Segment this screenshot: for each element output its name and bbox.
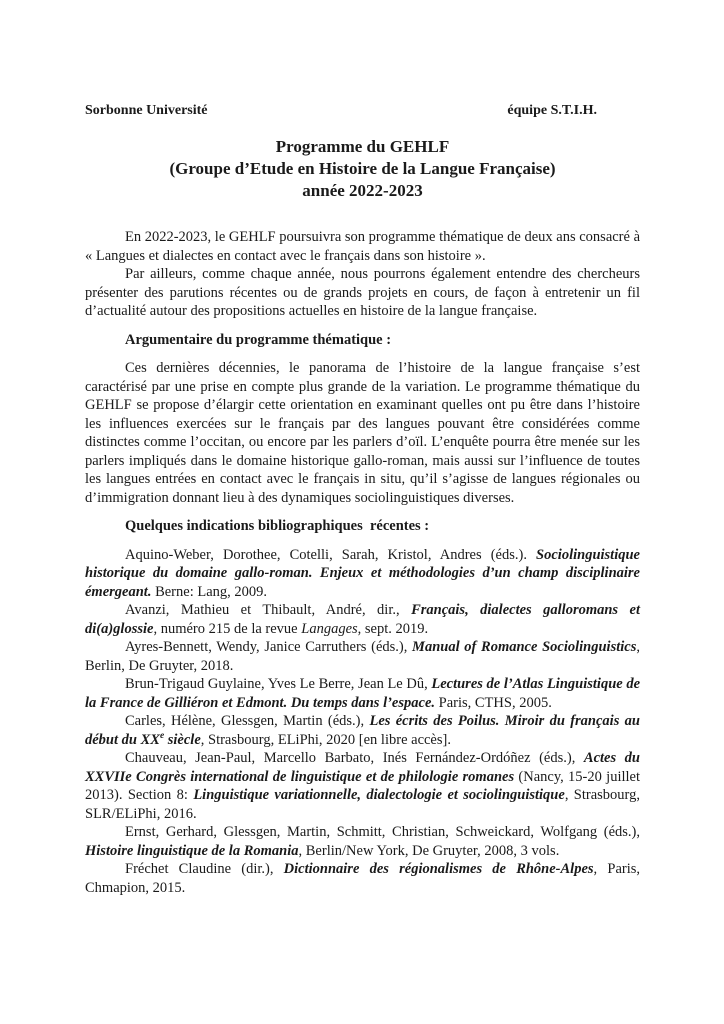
bib-title-segment: Sociolinguistique historique du domaine gallo-roman. Enjeux et méthodologies d’un champ disciplinaire émergeant. [85,546,640,600]
bib-title-segment: Lectures de l’Atlas Linguistique de la France de Gilliéron et Edmont. Du temps dans l’espace. [85,676,641,711]
bibliography-entry [85,712,640,749]
bib-text-segment: , Strasbourg, SLR/ELiPhi, 2016. [85,787,640,822]
bib-text-segment: , sept. 2019. [357,620,429,637]
bib-title-segment: Histoire linguistique de la Romania [85,842,299,859]
bib-text-segment: Fréchet Claudine (dir.), [125,861,284,877]
bib-text-segment: , Paris, Chmapion, 2015. [85,861,640,896]
bib-title-segment: Dictionnaire des régionalismes de Rhône-Alpes [283,861,594,877]
bib-text-segment: Aquino-Weber, Dorothee, Cotelli, Sarah, Kristol, Andres (éds.). [125,546,537,563]
title-line-3: année 2022-2023 [302,181,423,200]
bibliography-entry [85,546,640,602]
bibliography-entry [85,860,640,897]
bibliography-entry [85,638,640,675]
bib-superscript-segment: e [159,730,165,741]
bib-text-segment: , Berlin, De Gruyter, 2018. [85,639,640,674]
bib-title-segment: Manual of Romance Sociolinguistics [412,639,637,655]
bib-text-segment: (Nancy, 15-20 juillet 2013). Section 8: [85,768,640,803]
bib-text-segment: Ayres-Bennett, Wendy, Janice Carruthers (éds.), [125,639,413,655]
bib-title-segment: siècle [164,731,201,748]
title-line-1: Programme du GEHLF [275,137,450,156]
bib-text-segment: Ernst, Gerhard, Glessgen, Martin, Schmitt, Christian, Schweickard, Wolfgang (éds.), [125,824,640,840]
bib-text-segment: , numéro 215 de la revue [153,620,302,637]
bib-text-segment: Brun-Trigaud Guylaine, Yves Le Berre, Jean Le Dû, [125,676,432,692]
bibliography-entry [85,601,640,638]
bibliography-entry [85,823,640,860]
header-institution: Sorbonne Université [85,103,208,118]
document-header [85,102,640,120]
bib-title-segment: Actes du XXVIIe Congrès international de linguistique et de philologie romanes [85,750,640,785]
bib-text-segment: Berne: Lang, 2009. [151,583,268,600]
section-heading-argumentaire: Argumentaire du programme thématique : [125,331,392,348]
intro-paragraph-2: Par ailleurs, comme chaque année, nous pourrons également entendre des chercheurs présenter des parutions récentes ou de grands projets en cours, de façon à entretenir un fil d’actualité autour des propositions actuelles en histoire de la langue française. [85,266,640,319]
header-team: équipe S.T.I.H. [507,103,597,118]
bibliography-entry [85,675,640,712]
document-title [85,136,640,202]
bib-title-segment: Linguistique variationnelle, dialectologie et sociolinguistique [193,787,565,803]
section-heading-bibliography: Quelques indications bibliographiques récentes : [125,518,430,534]
bib-journal-segment: Langages [301,620,358,637]
bib-title-segment: Français, dialectes galloromans et di(a)glossie [85,602,640,637]
title-line-2: (Groupe d’Etude en Histoire de la Langue Française) [169,159,556,178]
bib-text-segment: , Berlin/New York, De Gruyter, 2008, 3 vols. [298,842,560,859]
bib-text-segment: Avanzi, Mathieu et Thibault, André, dir., [125,602,412,618]
argumentaire-paragraph: Ces dernières décennies, le panorama de l’histoire de la langue française s’est caractérisé par une prise en compte plus grande de la variation. Le programme thématique du GEHLF se propose d’élargir cette orientation en examinant quelles ont pu être dans l’histoire les influences exercées sur le français par des langues pouvant être considérées comme distinctes comme l’occitan, ou encore par les parlers d’oïl. L’enquête pourra être menée sur les parlers impliqués dans le domaine historique gallo-roman, mais aussi sur l’influence de toutes les langues entrées en contact avec le français in situ, qu’il s’agisse de langues régionales ou d’immigration donnant lieu à des dynamiques sociolinguistiques diverses. [85,360,640,506]
bib-text-segment: Paris, CTHS, 2005. [435,694,552,711]
bib-title-segment: Les écrits des Poilus. Miroir du français au début du XX [85,713,640,748]
bib-text-segment: Chauveau, Jean-Paul, Marcello Barbato, Inés Fernández-Ordóñez (éds.), [125,750,584,766]
bib-text-segment: Carles, Hélène, Glessgen, Martin (éds.), [125,713,370,729]
bibliography-entry [85,749,640,823]
bib-text-segment: , Strasbourg, ELiPhi, 2020 [en libre accès]. [200,731,451,748]
intro-paragraph-1: En 2022-2023, le GEHLF poursuivra son programme thématique de deux ans consacré à « Langues et dialectes en contact avec le français dans son histoire ». [85,229,641,264]
